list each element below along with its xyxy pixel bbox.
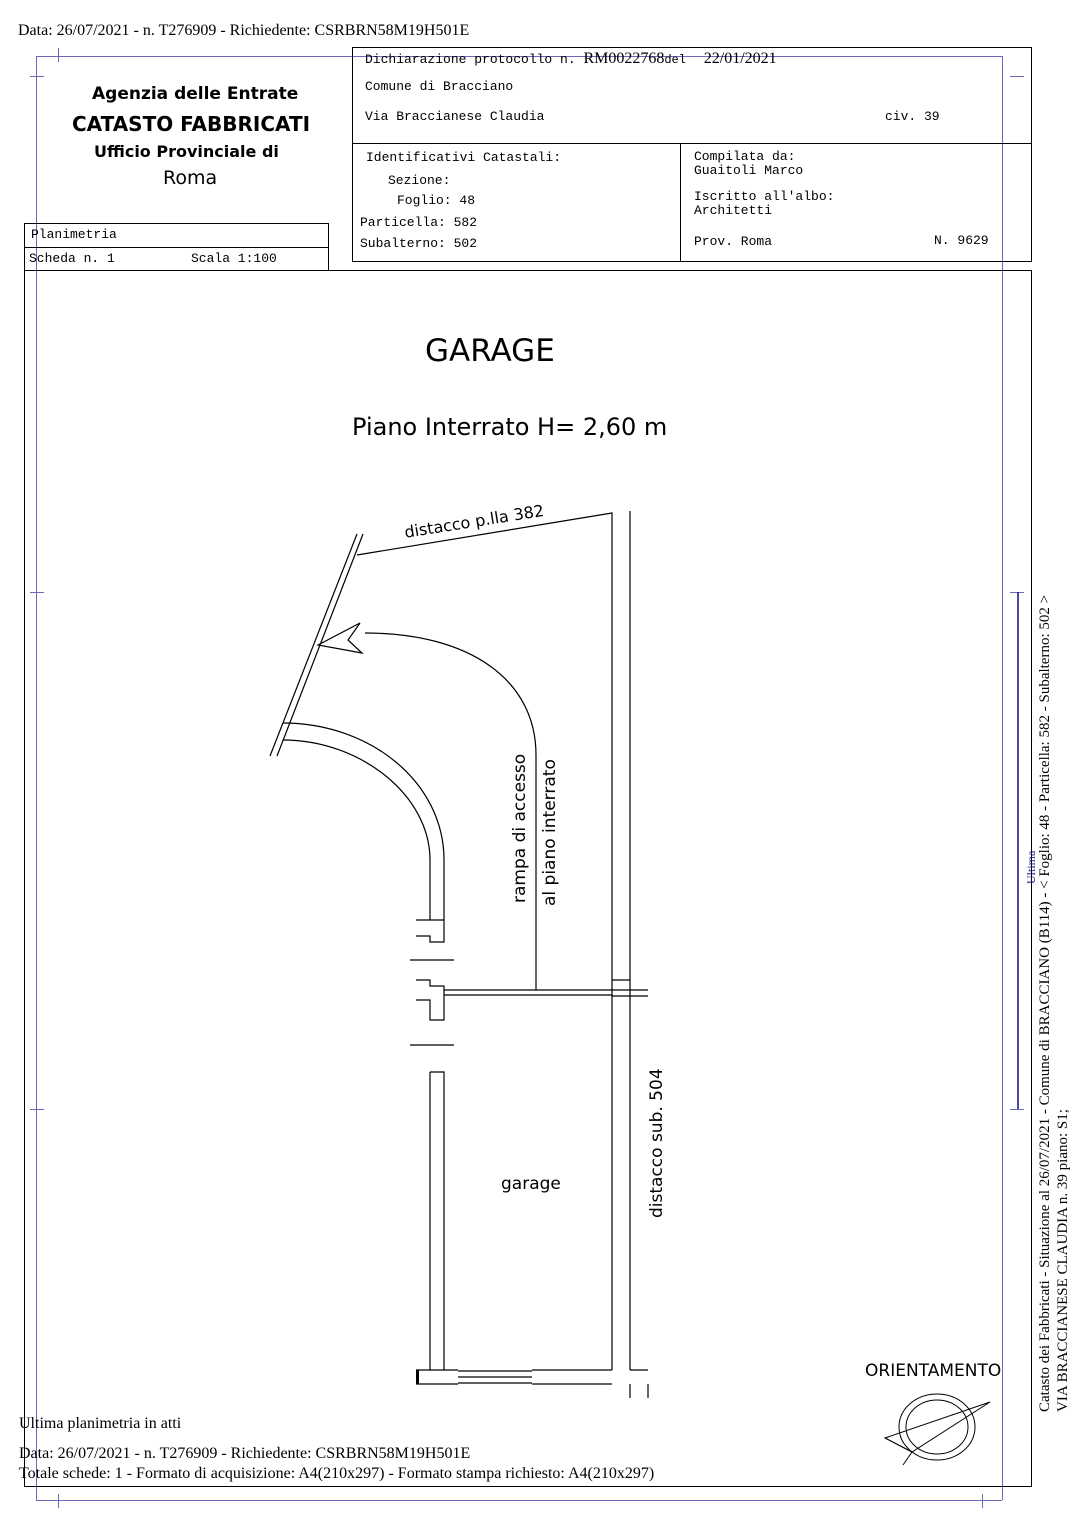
plan-subtitle: Piano Interrato H= 2,60 m bbox=[352, 413, 668, 441]
direction-arrow bbox=[318, 623, 362, 653]
particella: Particella: 582 bbox=[360, 215, 478, 230]
side-stamp: Ultima bbox=[1024, 850, 1038, 884]
comune: Comune di Bracciano bbox=[365, 79, 514, 94]
sezione: Sezione: bbox=[388, 173, 451, 188]
agency-office: Ufficio Provinciale di bbox=[94, 142, 279, 161]
agency-name: Agenzia delle Entrate bbox=[92, 84, 299, 104]
civic-number: civ. 39 bbox=[885, 109, 940, 124]
ramp-label-1: rampa di accesso bbox=[510, 753, 530, 903]
declaration-del: del bbox=[664, 53, 686, 67]
foglio: Foglio: 48 bbox=[397, 193, 476, 208]
door-jamb-2 bbox=[416, 980, 444, 1020]
footer-formats: Totale schede: 1 - Formato di acquisizione: A4(210x297) - Formato stampa richiesto: A4(210x297) bbox=[19, 1465, 655, 1482]
right-wall bbox=[612, 980, 630, 1370]
registration-number: N. 9629 bbox=[934, 233, 989, 248]
door-jamb-1 bbox=[416, 920, 444, 942]
sheet-scale: Scala 1:100 bbox=[191, 251, 277, 266]
compiled-by-label: Compilata da: bbox=[694, 149, 796, 164]
boundary-line bbox=[357, 513, 612, 980]
ramp-arc-inner bbox=[283, 723, 444, 920]
orientation-label: ORIENTAMENTO bbox=[865, 1361, 1002, 1381]
identifiers-heading: Identificativi Catastali: bbox=[366, 150, 562, 165]
side-address-line: VIA BRACCIANESE CLAUDIA n. 39 piano: S1; bbox=[1055, 1109, 1071, 1412]
side-cadastral-line: Catasto dei Fabbricati - Situazione al 26/07/2021 - Comune di BRACCIANO (B114) - < Foglio: 48 - Particella: 582 - Subalterno: 502 > bbox=[1037, 594, 1053, 1412]
compass-needle bbox=[885, 1402, 990, 1452]
wall-end bbox=[416, 1370, 419, 1384]
sheet-type: Planimetria bbox=[31, 227, 117, 242]
declaration-label-text: Dichiarazione protocollo n. bbox=[365, 52, 576, 67]
compass-circle-inner bbox=[906, 1400, 968, 1454]
compiled-by-name: Guaitoli Marco bbox=[694, 163, 804, 178]
subalterno: Subalterno: 502 bbox=[360, 236, 478, 251]
compass-circle bbox=[899, 1394, 975, 1460]
distacco-top-label: distacco p.lla 382 bbox=[403, 500, 546, 542]
address: Via Braccianese Claudia bbox=[365, 109, 545, 124]
albo-label: Iscritto all'albo: bbox=[694, 189, 835, 204]
sheet-number: Scheda n. 1 bbox=[29, 251, 115, 266]
distacco-side-label: distacco sub. 504 bbox=[647, 1068, 667, 1218]
window bbox=[458, 1371, 532, 1383]
door-swing-marks bbox=[410, 960, 454, 1045]
declaration-number: RM0022768 bbox=[583, 50, 665, 67]
province: Prov. Roma bbox=[694, 234, 773, 249]
ramp-arc-inner2 bbox=[283, 740, 430, 920]
plan-title: GARAGE bbox=[425, 333, 555, 369]
left-wall bbox=[430, 1072, 444, 1370]
footer-request-line: Data: 26/07/2021 - n. T276909 - Richiedente: CSRBRN58M19H501E bbox=[19, 1445, 471, 1462]
agency-city: Roma bbox=[163, 167, 218, 189]
header-request-line: Data: 26/07/2021 - n. T276909 - Richiedente: CSRBRN58M19H501E bbox=[18, 22, 470, 39]
compass-tail bbox=[885, 1438, 912, 1465]
last-plan-note: Ultima planimetria in atti bbox=[19, 1415, 182, 1432]
albo-value: Architetti bbox=[694, 203, 773, 218]
corner-stub bbox=[630, 1370, 648, 1398]
declaration-date: 22/01/2021 bbox=[703, 50, 777, 67]
room-label-garage: garage bbox=[501, 1174, 561, 1194]
agency-catasto: CATASTO FABBRICATI bbox=[72, 112, 311, 136]
ramp-label-2: al piano interrato bbox=[540, 759, 560, 906]
